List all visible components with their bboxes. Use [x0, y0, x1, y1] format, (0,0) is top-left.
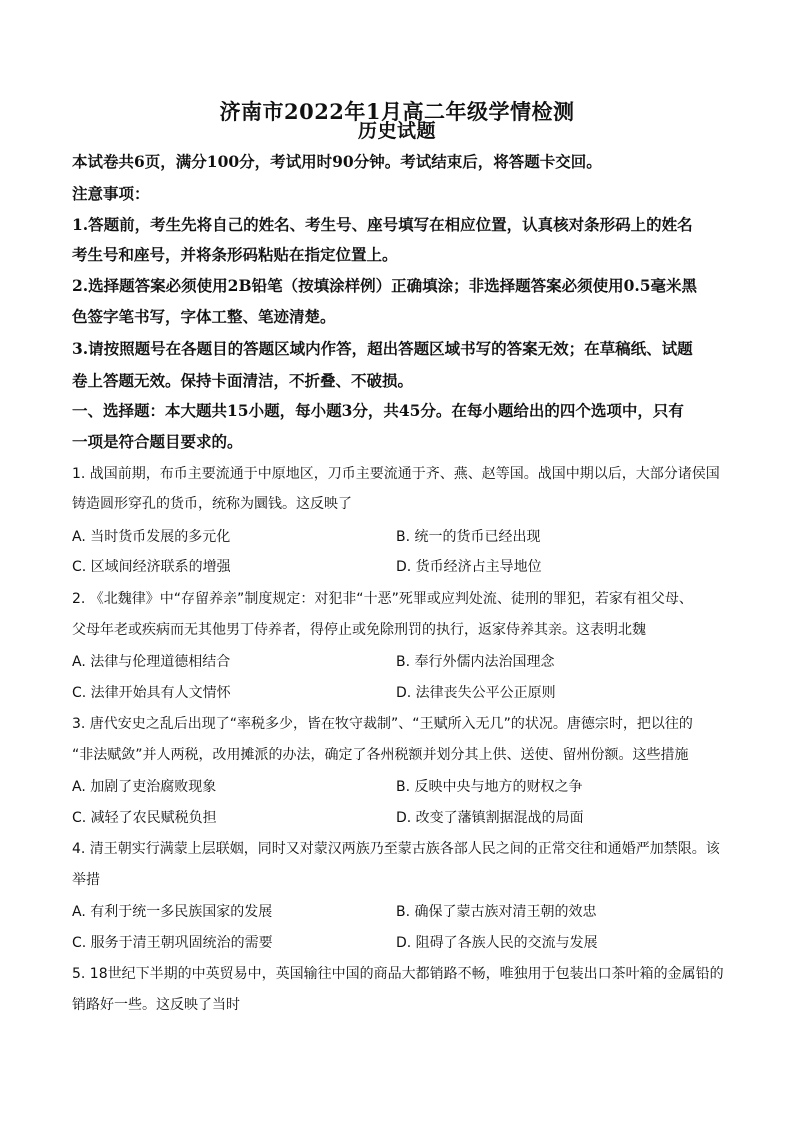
note-1-line-1: 1.答题前，考生先将自己的姓名、考生号、座号填写在相应位置，认真核对条形码上的姓名 — [72, 215, 693, 234]
note-2-line-2: 色签字笔书写，字体工整、笔迹清楚。 — [72, 307, 336, 326]
question-1-option-c: C. 区域间经济联系的增强 — [72, 559, 231, 575]
question-1-option-a: A. 当时货币发展的多元化 — [72, 529, 231, 545]
note-3-line-1: 3.请按照题号在各题目的答题区域内作答，超出答题区域书写的答案无效；在草稿纸、试题 — [72, 339, 693, 358]
question-2-option-c: C. 法律开始具有人文情怀 — [72, 685, 231, 701]
question-3-option-b: B. 反映中央与地方的财权之争 — [396, 779, 583, 795]
question-1-stem-line-1: 1. 战国前期，布币主要流通于中原地区，刀币主要流通于齐、燕、赵等国。战国中期以后，大部分诸侯国 — [72, 466, 720, 482]
question-3-option-a: A. 加剧了吏治腐败现象 — [72, 779, 217, 795]
question-1-option-b: B. 统一的货币已经出现 — [396, 529, 541, 545]
question-4-option-b: B. 确保了蒙古族对清王朝的效忠 — [396, 904, 597, 920]
question-3-stem-line-2: “非法赋敛”并人两税，改用摊派的办法，确定了各州税额并划分其上供、送使、留州份额。这些措施 — [72, 747, 689, 763]
section-heading-line-2: 一项是符合题目要求的。 — [72, 432, 243, 451]
note-1-line-2: 考生号和座号，并将条形码粘贴在指定位置上。 — [72, 245, 398, 264]
exam-title: 济南市2022年1月高二年级学情检测 — [219, 99, 575, 124]
question-4-option-d: D. 阻碍了各族人民的交流与发展 — [396, 935, 598, 951]
question-5-stem-line-1: 5. 18世纪下半期的中英贸易中，英国输往中国的商品大都销路不畅，唯独用于包装出口茶叶箱的金属铅的 — [72, 966, 724, 982]
note-3-line-2: 卷上答题无效。保持卡面清洁，不折叠、不破损。 — [72, 371, 414, 390]
exam-summary: 本试卷共6页，满分100分，考试用时90分钟。考试结束后，将答题卡交回。 — [72, 152, 602, 171]
question-2-stem-line-2: 父母年老或疾病而无其他男丁侍养者，得停止或免除刑罚的执行，返家侍养其亲。这表明北魏 — [72, 622, 646, 638]
subject-title: 历史试题 — [357, 120, 436, 142]
notice-heading: 注意事项： — [72, 184, 150, 203]
question-3-option-d: D. 改变了藩镇割据混战的局面 — [396, 810, 584, 826]
question-1-option-d: D. 货币经济占主导地位 — [396, 559, 542, 575]
question-4-stem-line-2: 举措 — [72, 872, 100, 888]
question-3-stem-line-1: 3. 唐代安史之乱后出现了“率税多少，皆在牧守裁制”、“王赋所入无几”的状况。唐德宗时，把以往的 — [72, 716, 693, 732]
question-4-option-a: A. 有利于统一多民族国家的发展 — [72, 904, 273, 920]
question-1-stem-line-2: 铸造圆形穿孔的货币，统称为圜钱。这反映了 — [72, 496, 352, 512]
note-2-line-1: 2.选择题答案必须使用2B铅笔（按填涂样例）正确填涂；非选择题答案必须使用0.5毫米黑 — [72, 276, 698, 295]
question-2-option-b: B. 奉行外儒内法治国理念 — [396, 654, 555, 670]
question-5-stem-line-2: 销路好一些。这反映了当时 — [72, 997, 240, 1013]
question-4-stem-line-1: 4. 清王朝实行满蒙上层联姻，同时又对蒙汉两族乃至蒙古族各部人民之间的正常交往和通婚严加禁限。该 — [72, 841, 720, 857]
question-4-option-c: C. 服务于清王朝巩固统治的需要 — [72, 935, 273, 951]
question-3-option-c: C. 减轻了农民赋税负担 — [72, 810, 217, 826]
question-2-option-d: D. 法律丧失公平公正原则 — [396, 685, 556, 701]
question-2-stem-line-1: 2. 《北魏律》中“存留养亲”制度规定：对犯非“十恶”死罪或应判处流、徒刑的罪犯，若家有祖父母、 — [72, 591, 693, 607]
question-2-option-a: A. 法律与伦理道德相结合 — [72, 654, 231, 670]
section-heading-line-1: 一、选择题：本大题共15小题，每小题3分，共45分。在每小题给出的四个选项中，只有 — [72, 401, 684, 420]
